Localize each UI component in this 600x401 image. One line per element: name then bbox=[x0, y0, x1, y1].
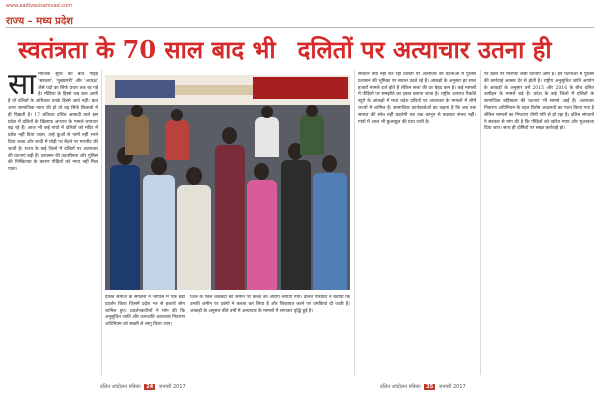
section-heading: राज्य – मध्य प्रदेश bbox=[6, 16, 73, 27]
footer-left bbox=[100, 384, 186, 390]
column-divider bbox=[101, 70, 102, 375]
article-column-4 bbox=[358, 72, 476, 380]
headline-right: दलितों पर अत्याचार उतना ही bbox=[297, 35, 552, 64]
photo-banner-red bbox=[253, 77, 348, 99]
protest-photo bbox=[105, 75, 350, 290]
article-column-1 bbox=[8, 72, 98, 380]
photo-crowd bbox=[105, 105, 350, 290]
column-divider bbox=[480, 70, 481, 375]
footer-right-title: दलित आंदोलन पत्रिका bbox=[380, 384, 421, 390]
website-url: www.aadivasisamvad.com bbox=[6, 3, 73, 9]
column-3-text: जिले के जिले चकबंदी की जमीन पर कब्जे का आरोप लगाया गया। दलित परिवारों ने बताया कि उनकी जमीन पर दबंगों ने कब्जा कर लिया है और शिकायत करने पर धमकियां दी जाती हैं। आंकड़ों के अनुसार बीते वर्षों में अत्याचार के मामलों में लगातार वृद्धि हुई है। bbox=[190, 295, 350, 314]
footer-right bbox=[380, 384, 466, 390]
headline-left: स्वतंत्रता के 70 साल बाद भी bbox=[18, 35, 276, 64]
photo-banner-strip bbox=[175, 85, 253, 95]
header-rule bbox=[6, 27, 594, 28]
article-column-5 bbox=[484, 72, 594, 380]
column-4-text: सरकार क्या नहीं कर रही दलितों पर अत्याचार की घटनाओं में पुलिस प्रशासन की भूमिका पर सवाल उठते रहे हैं। आंकड़ों के अनुसार हर साल हजारों मामले दर्ज होते हैं लेकिन सजा की दर बेहद कम है। कई मामलों में पीड़ितों पर समझौते का दबाव बनाया जाता है। राष्ट्रीय अपराध रिकॉर्ड ब्यूरो के आंकड़ों में मध्य प्रदेश दलितों पर अत्याचार के मामलों में शीर्ष राज्यों में शामिल है। सामाजिक कार्यकर्ताओं का कहना है कि जब तक समाज की सोच नहीं बदलेगी तब तक कानून से बदलाव संभव नहीं। गांवों में आज भी छुआछूत की प्रथा जारी है। bbox=[358, 72, 476, 125]
footer-right-month: जनवरी 2017 bbox=[438, 384, 466, 390]
article-headline bbox=[18, 36, 588, 64]
footer-left-title: दलित आंदोलन पत्रिका bbox=[100, 384, 141, 390]
column-divider bbox=[354, 70, 355, 375]
column-1-text: माजिक सुधि की बातें गाइडें 'सरकार', 'मुख्यमंत्री' और 'अध्यक्ष' जैसे पदों का सिर्फ प्रचार तक रह गई है। मीडिया के हिस्से जब बात आती है तो दलितों के अधिकार उनके हिस्से आते नहीं। बात अगर सामाजिक न्याय की हो तो वह सिर्फ किताबों में ही दिखती है। 17 प्रतिशत दलित आबादी वाले इस प्रदेश में दलितों के खिलाफ अपराध के मामले लगातार बढ़ रहे हैं। आज भी कई गांवों में दलितों को मंदिर में प्रवेश नहीं दिया जाता, उन्हें कुओं से पानी नहीं भरने दिया जाता और शादी में घोड़ी पर बैठने पर मारपीट की जाती है। राज्य के कई जिलों में दलितों पर अत्याचार की घटनाएं बढ़ी हैं। प्रशासन की उदासीनता और पुलिस की निष्क्रियता के कारण पीड़ितों को न्याय नहीं मिल पाता। bbox=[8, 72, 98, 173]
column-2-text: दलित समाज के संगठनों ने भोपाल में एक बड़ा प्रदर्शन किया जिसमें प्रदेश भर से हजारों लोग शामिल हुए। प्रदर्शनकारियों ने मांग की कि अनुसूचित जाति और जनजाति अत्याचार निवारण अधिनियम को सख्ती से लागू किया जाए। bbox=[105, 295, 185, 328]
column-5-text: पर बैठने पर मारपीट जैसी घटनाएं आम हैं। इन घटनाओं में पुलिस की कार्रवाई अक्सर देर से होती है। राष्ट्रीय अनुसूचित जाति आयोग के आंकड़ों के अनुसार वर्ष 2015 और 2016 के बीच दलित उत्पीड़न के मामले बढ़े हैं। प्रदेश के कई जिलों में दलितों के सामाजिक बहिष्कार की घटनाएं भी सामने आई हैं। अत्याचार निवारण अधिनियम के तहत विशेष अदालतों का गठन किया गया है लेकिन मामलों का निपटारा धीमी गति से हो रहा है। दलित संगठनों ने सरकार से मांग की है कि पीड़ितों को त्वरित न्याय और मुआवजा दिया जाए। साथ ही दोषियों पर सख्त कार्रवाई हो। bbox=[484, 72, 594, 132]
photo-banner-blue bbox=[115, 80, 175, 98]
page-number-right: 25 bbox=[426, 384, 434, 390]
drop-cap: सा bbox=[8, 72, 37, 102]
article-column-2 bbox=[105, 295, 185, 380]
page-number-left: 24 bbox=[146, 384, 154, 390]
article-column-3 bbox=[190, 295, 350, 380]
footer-left-month: जनवरी 2017 bbox=[158, 384, 186, 390]
